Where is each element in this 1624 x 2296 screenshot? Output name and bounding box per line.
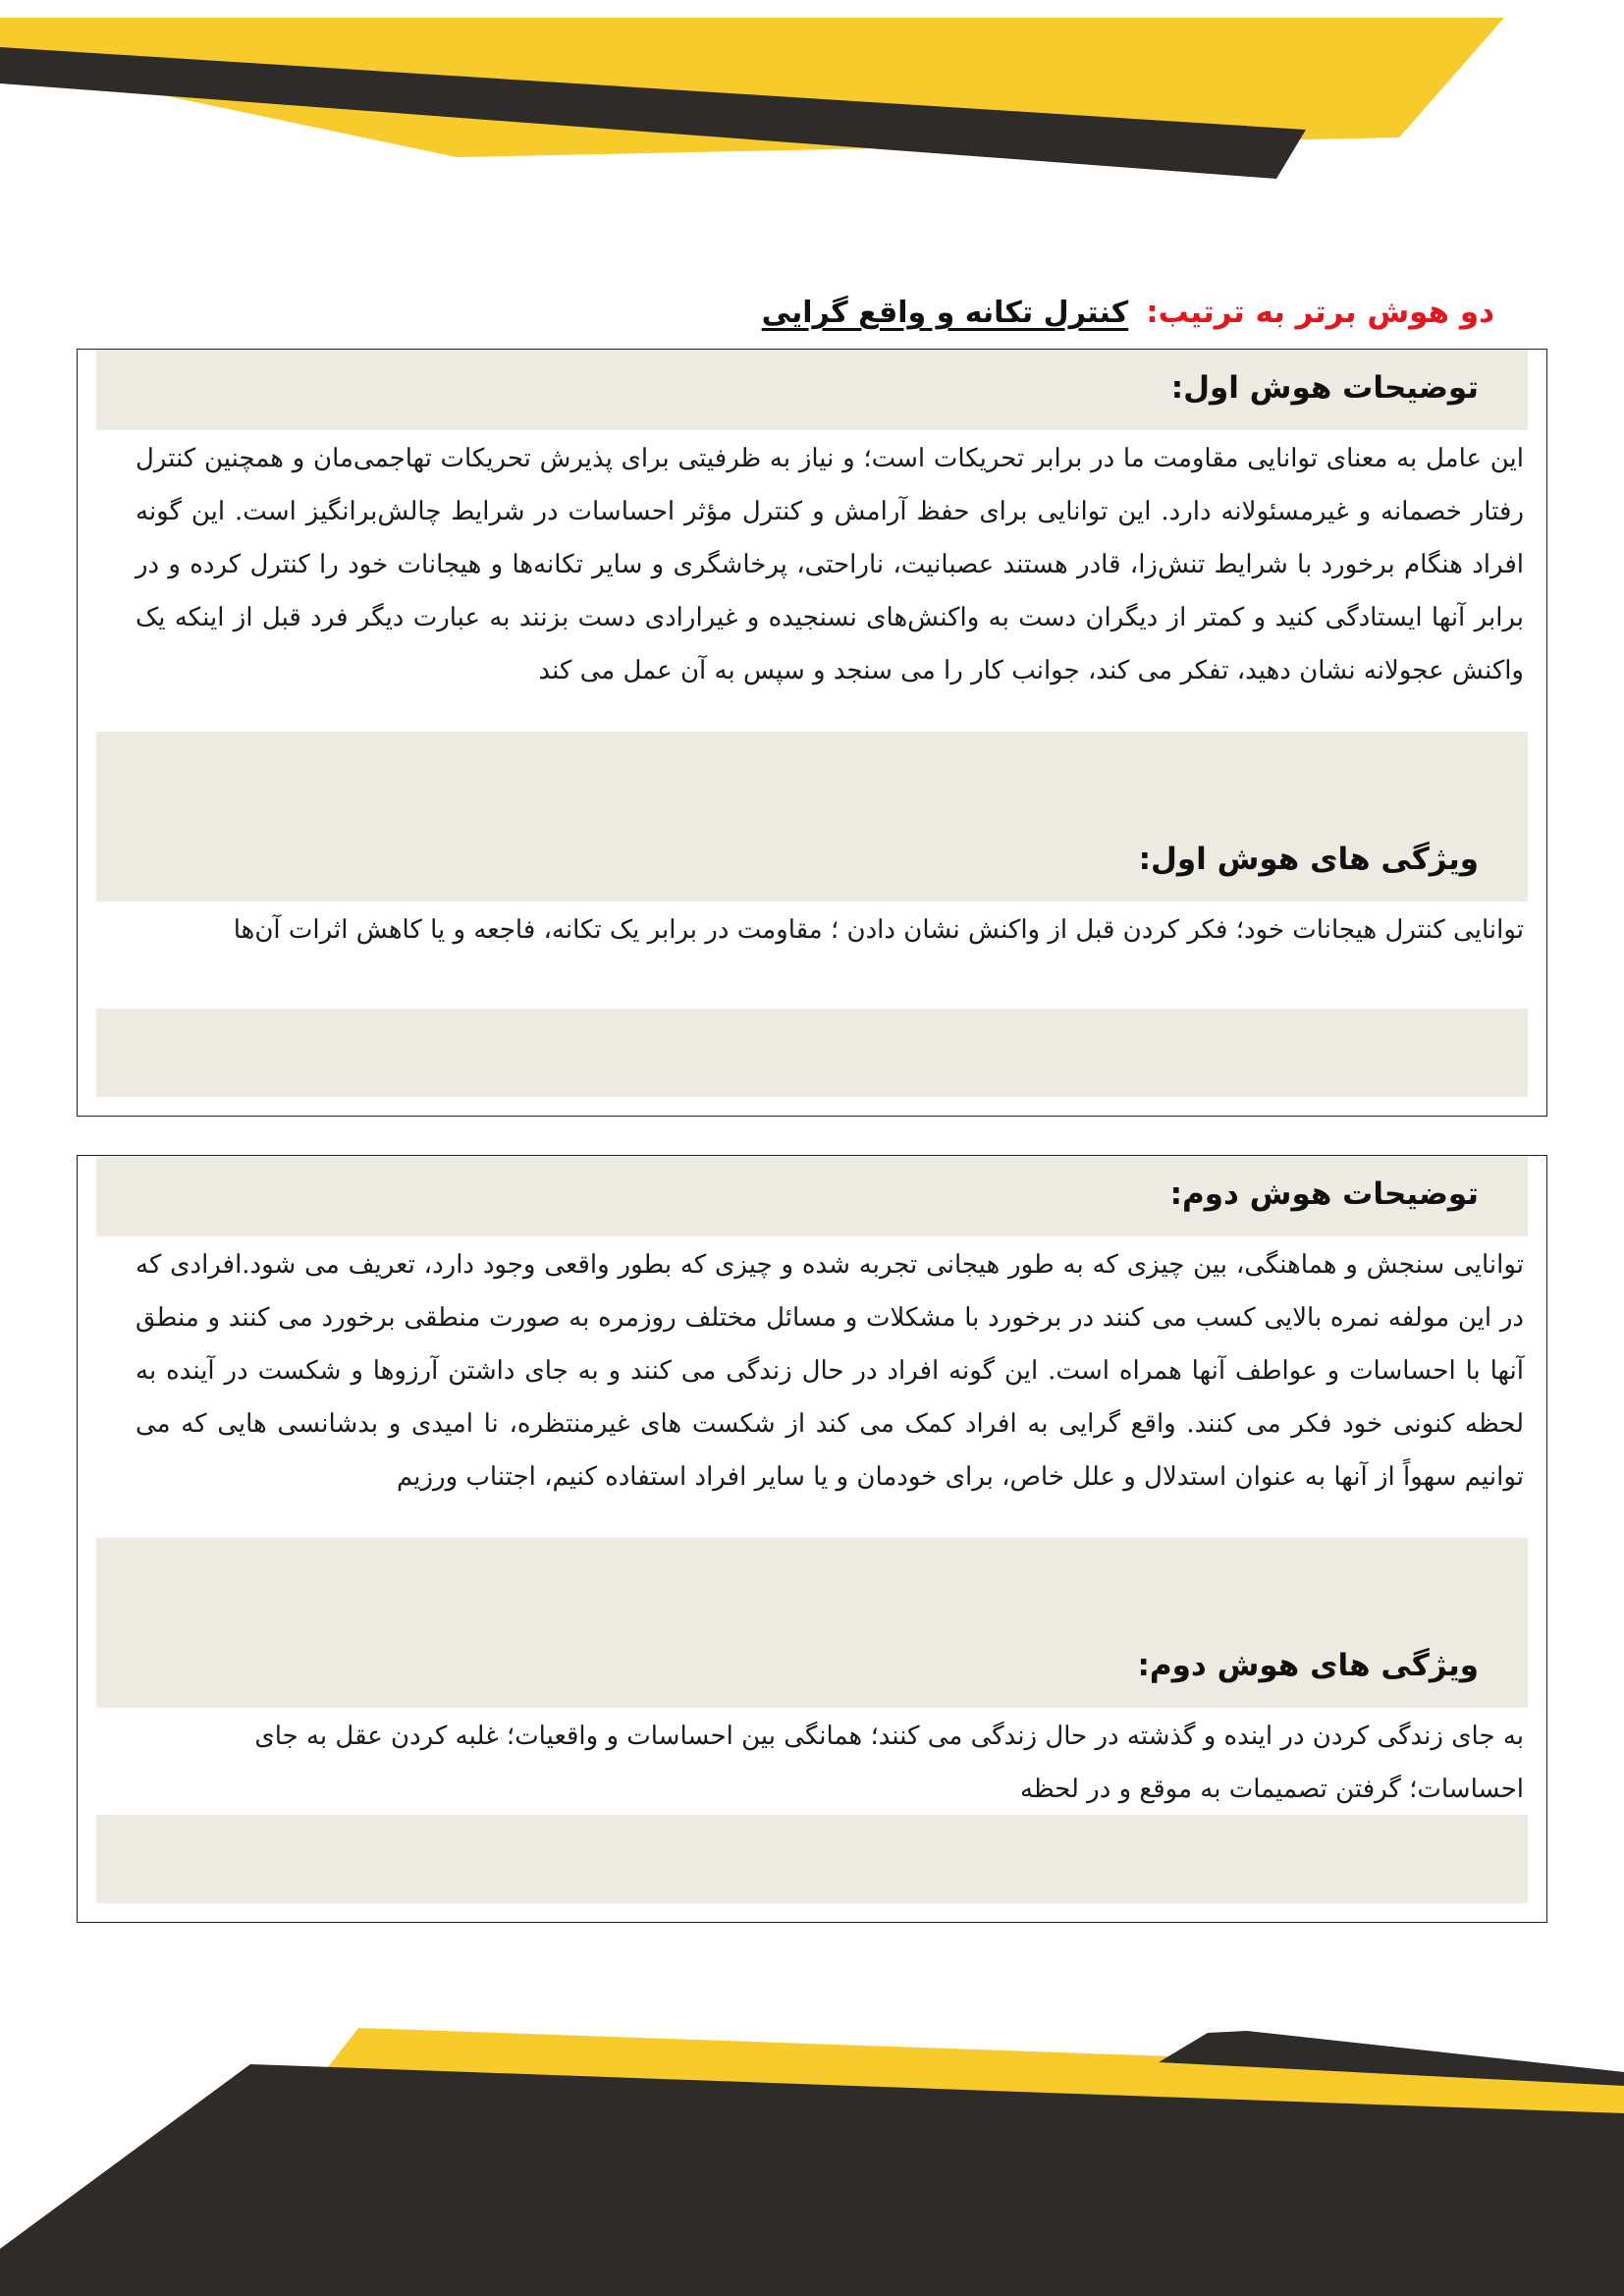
second-features-heading: ویژگی های هوش دوم: xyxy=(1137,1648,1479,1683)
bottom-banner-decoration xyxy=(0,2003,1624,2296)
second-description-heading: توضیحات هوش دوم: xyxy=(1169,1176,1479,1212)
first-description-heading: توضیحات هوش اول: xyxy=(1170,370,1479,406)
second-intelligence-card xyxy=(77,1155,1547,1923)
page-title-lead: دو هوش برتر به ترتیب: xyxy=(1146,295,1494,330)
first-description-panel xyxy=(96,350,1528,821)
top-banner-decoration xyxy=(0,0,1624,196)
second-features-panel xyxy=(96,1627,1528,1903)
second-description-text: توانایی سنجش و هماهنگی، بین چیزی که به طور هیجانی تجربه شده و چیزی که بطور واقعی وجود دارد، تعریف می شود.افرادی که در این مولفه نمره بالایی کسب می کنند در برخورد با مشکلات و مسائل مختلف روزمره به صورت منطقی برخورد می کنند و منطق آنها با احساسات و عواطف آنها همراه است. این گونه افراد در حال زندگی می کنند و به جای داشتن آرزوها و شکست در آینده به لحظه کنونی خود فکر می کنند. واقع گرایی به افراد کمک می کند از شکست های غیرمنتظره، نا امیدی و بدشانسی هایی که می توانیم سهواً از آنها به عنوان استدلال و علل خاص، برای خودمان و یا سایر افراد استفاده کنیم، اجتناب ورزیم xyxy=(135,1250,1524,1492)
page-title-value: کنترل تکانه و واقع گرایی xyxy=(761,296,1129,330)
first-description-text: این عامل به معنای توانایی مقاومت ما در برابر تحریکات است؛ و نیاز به ظرفیتی برای پذیرش تحریکات تهاجمی‌مان و همچنین کنترل رفتار خصمانه و غیرمسئولانه دارد. این توانایی برای حفظ آرامش و کنترل مؤثر احساسات در شرایط چالش‌برانگیز است. این گونه افراد هنگام برخورد با شرایط تنش‌زا، قادر هستند عصبانیت، ناراحتی، پرخاشگری و سایر تکانه‌ها و هیجانات خود را کنترل کرده و در برابر آنها ایستادگی کنید و کمتر از دیگران دست به واکنش‌های نسنجیده و غیرارادی دست بزنند به عبارت دیگر فرد قبل از اینکه یک واکنش عجولانه نشان دهید، تفکر می کند، جوانب کار را می سنجد و سپس به آن عمل می کند xyxy=(135,444,1525,685)
first-intelligence-card xyxy=(77,349,1547,1117)
second-description-panel xyxy=(96,1156,1528,1627)
first-features-heading: ویژگی های هوش اول: xyxy=(1138,842,1479,877)
page-title xyxy=(762,295,1494,330)
first-features-panel xyxy=(96,821,1528,1097)
second-features-text: به جای زندگی کردن در اینده و گذشته در حال زندگی می کنند؛ همانگی بین احساسات و واقعیات؛ غلبه کردن عقل به جای احساسات؛ گرفتن تصمیمات به موقع و در لحظه xyxy=(254,1722,1524,1804)
second-features-body xyxy=(96,1708,1528,1815)
first-features-body xyxy=(96,902,1528,1009)
second-description-body xyxy=(96,1236,1528,1538)
first-features-text: توانایی کنترل هیجانات خود؛ فکر کردن قبل از واکنش نشان دادن ؛ مقاومت در برابر یک تکانه، فاجعه و یا کاهش اثرات آن‌ها xyxy=(233,915,1524,945)
first-description-body xyxy=(96,430,1528,732)
